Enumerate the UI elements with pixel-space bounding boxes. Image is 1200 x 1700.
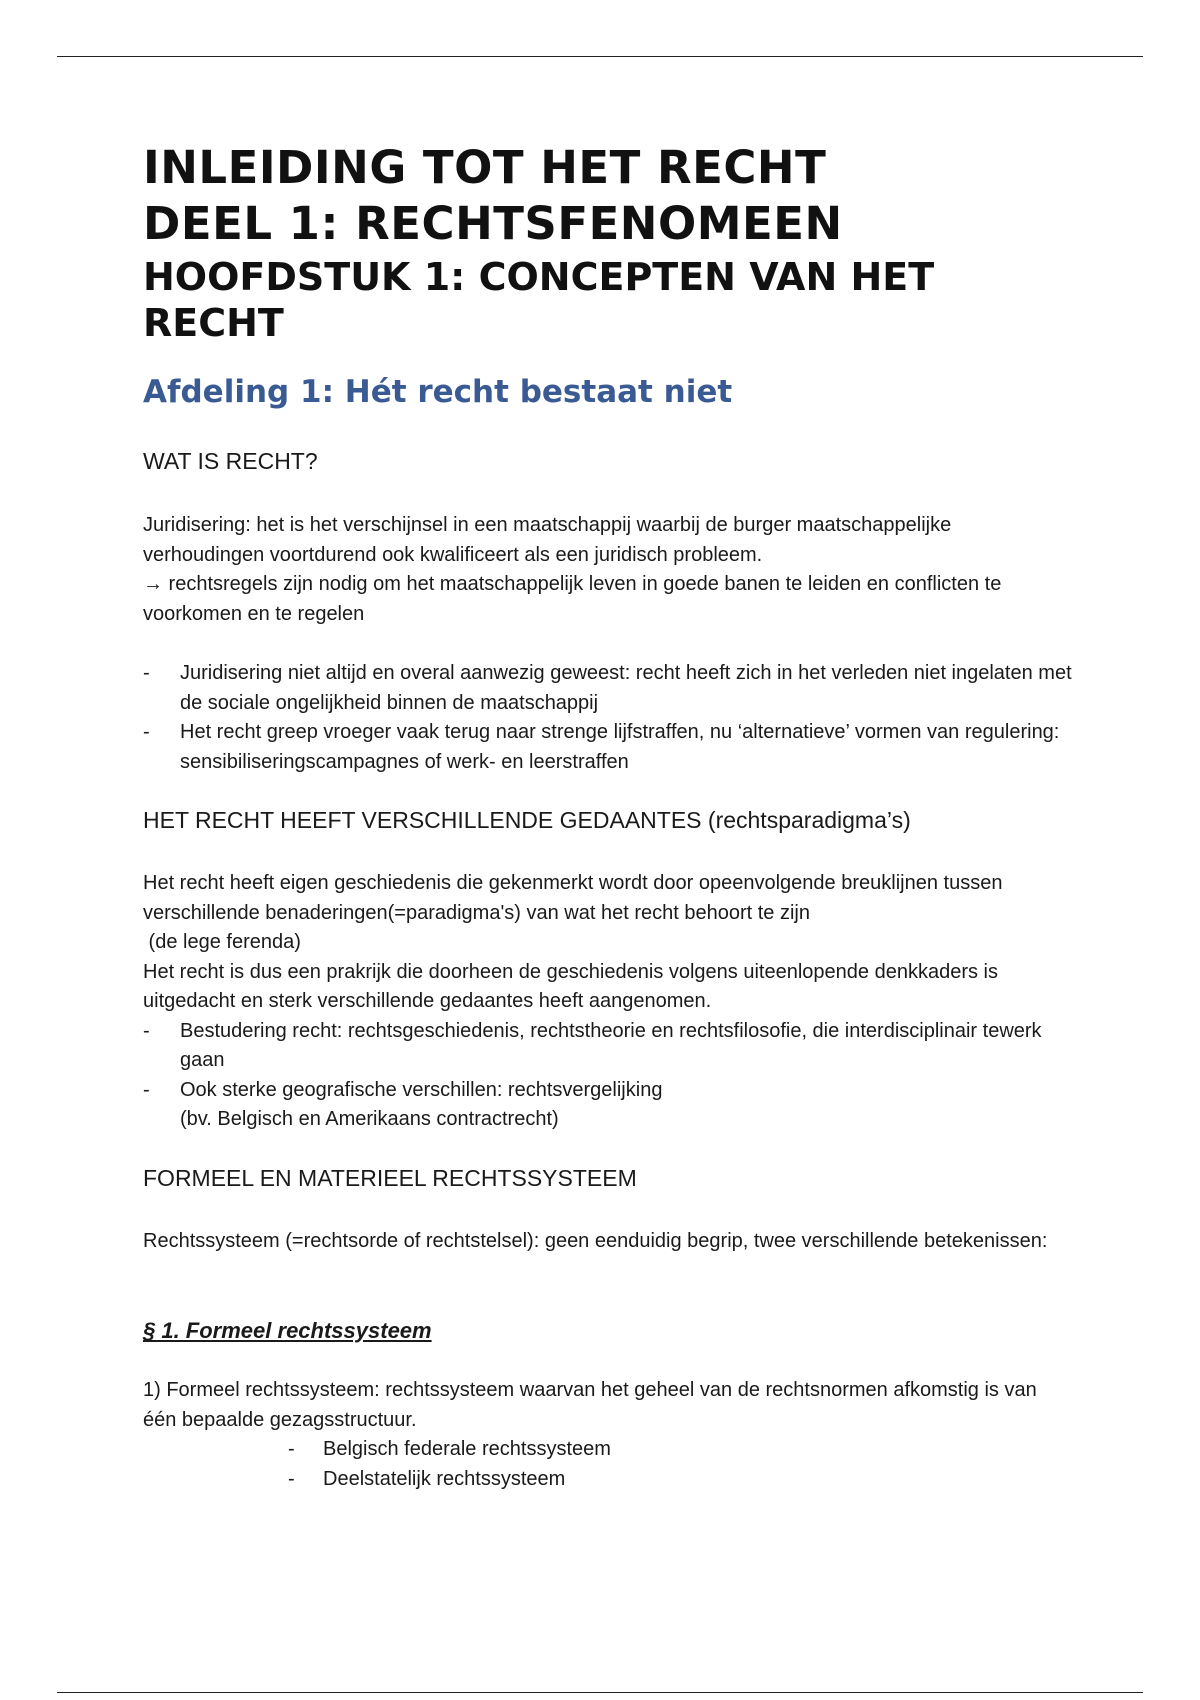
list-item-note: (bv. Belgisch en Amerikaans contractrecht)	[180, 1108, 559, 1130]
bullet-dash: -	[143, 662, 150, 684]
paragraph-juridisering: Juridisering: het is het verschijnsel in een maatschappij waarbij de burger maatschappelijke verhoudingen voortdurend ook kwalificeert als een juridisch probleem.	[143, 514, 952, 566]
bullet-dash: -	[143, 1078, 150, 1101]
bullet-list-formeel	[143, 1435, 1073, 1494]
list-item	[143, 1465, 1073, 1495]
list-item	[143, 659, 1073, 718]
list-item-text: Ook sterke geografische verschillen: rechtsvergelijking	[180, 1078, 663, 1101]
bullet-list-juridisering	[143, 659, 1073, 777]
list-item	[143, 1017, 1073, 1076]
paragraph-heading-formeel: § 1. Formeel rechtssysteem	[143, 1318, 432, 1343]
list-item-text: Belgisch federale rechtssysteem	[323, 1438, 611, 1460]
paragraph-de-lege-ferenda: (de lege ferenda)	[143, 931, 301, 953]
paragraph-rechtsregels: → rechtsregels zijn nodig om het maatschappelijk leven in goede banen te leiden en conflicten te voorkomen en te regelen	[143, 573, 1002, 625]
bullet-dash: -	[143, 721, 150, 743]
paragraph-geschiedenis: Het recht heeft eigen geschiedenis die gekenmerkt wordt door opeenvolgende breuklijnen tussen verschillende benaderingen(=paradigma's) van wat het recht behoort te zijn	[143, 872, 1003, 924]
document-title-line1: INLEIDING TOT HET RECHT	[143, 141, 827, 194]
bullet-list-gedaantes	[143, 1017, 1073, 1135]
section-title: Afdeling 1: Hét recht bestaat niet	[143, 374, 733, 410]
list-item-text: Juridisering niet altijd en overal aanwezig geweest: recht heeft zich in het verleden niet ingelaten met de sociale ongelijkheid binnen de maatschappij	[180, 662, 1072, 714]
list-item	[143, 1435, 1073, 1465]
bullet-dash: -	[288, 1438, 295, 1460]
list-item	[143, 1076, 1073, 1135]
document-body	[143, 140, 1073, 1494]
paragraph-formeel: 1) Formeel rechtssysteem: rechtssysteem waarvan het geheel van de rechtsnormen afkomstig is van één bepaalde gezagsstructuur.	[143, 1379, 1037, 1431]
bullet-dash: -	[288, 1467, 295, 1490]
bullet-dash: -	[143, 1019, 150, 1042]
list-item-text: Bestudering recht: rechtsgeschiedenis, rechtstheorie en rechtsfilosofie, die interdisciplinair tewerk gaan	[180, 1019, 1042, 1071]
heading-gedaantes: HET RECHT HEEFT VERSCHILLENDE GEDAANTES (rechtsparadigma’s)	[143, 807, 911, 833]
chapter-title: HOOFDSTUK 1: CONCEPTEN VAN HET RECHT	[143, 255, 935, 345]
list-item-text: Deelstatelijk rechtssysteem	[323, 1467, 566, 1490]
list-item	[143, 718, 1073, 777]
paragraph-prakrijk: Het recht is dus een prakrijk die doorheen de geschiedenis volgens uiteenlopende denkkaders is uitgedacht en sterk verschillende gedaantes heeft aangenomen.	[143, 960, 998, 1012]
top-rule	[57, 56, 1143, 57]
list-item-text: Het recht greep vroeger vaak terug naar strenge lijfstraffen, nu ‘alternatieve’ vormen van regulering: sensibiliseringscampagnes of werk- en leerstraffen	[180, 721, 1060, 773]
heading-wat-is-recht: WAT IS RECHT?	[143, 448, 318, 474]
document-title-line2: DEEL 1: RECHTSFENOMEEN	[143, 197, 843, 250]
bottom-rule	[57, 1692, 1143, 1693]
heading-rechtssysteem: FORMEEL EN MATERIEEL RECHTSSYSTEEM	[143, 1164, 637, 1191]
paragraph-rechtssysteem: Rechtssysteem (=rechtsorde of rechtstelsel): geen eenduidig begrip, twee verschillende betekenissen:	[143, 1229, 1048, 1252]
